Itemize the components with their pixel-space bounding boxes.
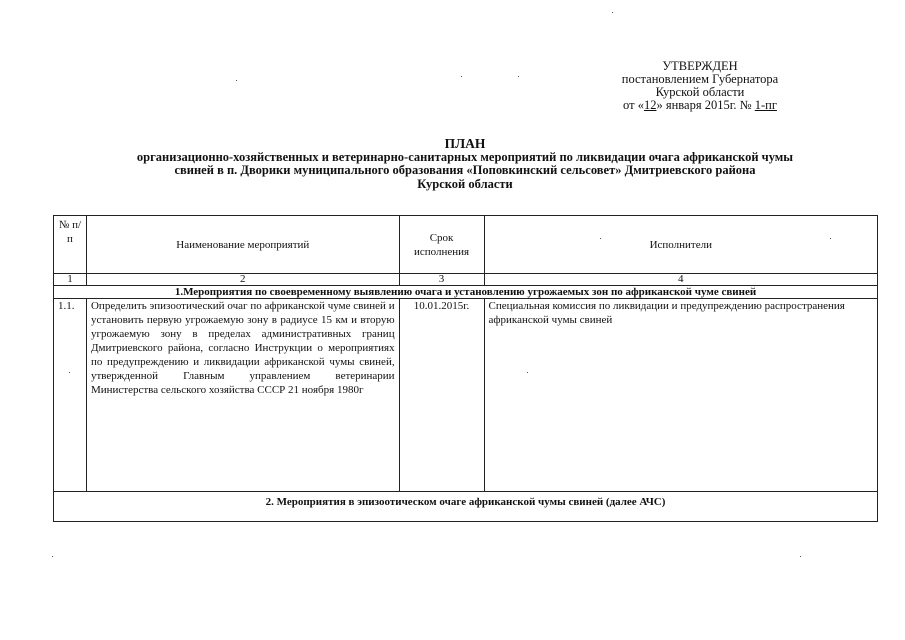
section-1-title: 1.Мероприятия по своевременному выявлению очага и установлению угрожаемых зон по африканской чуме свиней	[54, 286, 878, 299]
col-number: 4	[484, 274, 877, 286]
title-line-1: организационно-хозяйственных и ветеринарно-санитарных мероприятий по ликвидации очага африканской чумы	[136, 149, 794, 164]
date-day: 12	[643, 98, 657, 112]
approval-date	[560, 99, 840, 112]
approval-region: Курской области	[655, 85, 745, 99]
header-executors: Исполнители	[484, 216, 877, 274]
scan-speck	[69, 372, 70, 373]
col-number: 2	[86, 274, 399, 286]
date-mid: » января 2015г. №	[656, 98, 752, 112]
plan-heading: ПЛАН	[444, 136, 486, 151]
approval-decree: постановлением Губернатора	[621, 72, 779, 86]
header-deadline: Срок исполнения	[399, 216, 484, 274]
table-row	[54, 299, 878, 492]
row-deadline: 10.01.2015г.	[399, 299, 484, 492]
column-number-row	[54, 274, 878, 286]
scan-speck	[612, 12, 613, 13]
col-number: 1	[54, 274, 87, 286]
scan-speck	[461, 76, 462, 77]
section-2-row	[54, 492, 878, 522]
section-2-title: 2. Мероприятия в эпизоотическом очаге африканской чумы свиней (далее АЧС)	[54, 492, 878, 522]
title-line-3: Курской области	[417, 176, 513, 191]
title-line-2: свиней в п. Дворики муниципального образования «Поповкинский сельсовет» Дмитриевского района	[174, 163, 756, 177]
approval-title: УТВЕРЖДЕН	[662, 59, 738, 73]
row-num: 1.1.	[54, 299, 87, 492]
scan-speck	[518, 76, 519, 77]
document-title	[55, 137, 875, 191]
scan-speck	[830, 238, 831, 239]
scan-speck	[527, 372, 528, 373]
row-name: Определить эпизоотический очаг по африканской чуме свиней и установить первую угрожаемую зону в радиусе 15 км и вторую угрожаемую зону в пределах административных границ Дмитриевского района, согласно Инструкции о мероприятиях по предупреждению и ликвидации африканской чумы свиней, утвержденной Главным управлением ветеринарии Министерства сельского хозяйства СССР 21 ноября 1980г	[86, 299, 399, 492]
date-prefix: от «	[623, 98, 644, 112]
section-1-row	[54, 286, 878, 299]
row-executors: Специальная комиссия по ликвидации и предупреждению распространения африканской чумы свиней	[484, 299, 877, 492]
decree-number: 1-пг	[754, 98, 777, 112]
scan-speck	[800, 556, 801, 557]
table-header-row	[54, 216, 878, 274]
col-number: 3	[399, 274, 484, 286]
scan-speck	[52, 556, 53, 557]
header-num: № п/п	[54, 216, 87, 274]
scan-speck	[236, 80, 237, 81]
approval-stamp	[560, 60, 840, 112]
scan-speck	[600, 238, 601, 239]
plan-table	[53, 215, 878, 522]
header-name: Наименование мероприятий	[86, 216, 399, 274]
